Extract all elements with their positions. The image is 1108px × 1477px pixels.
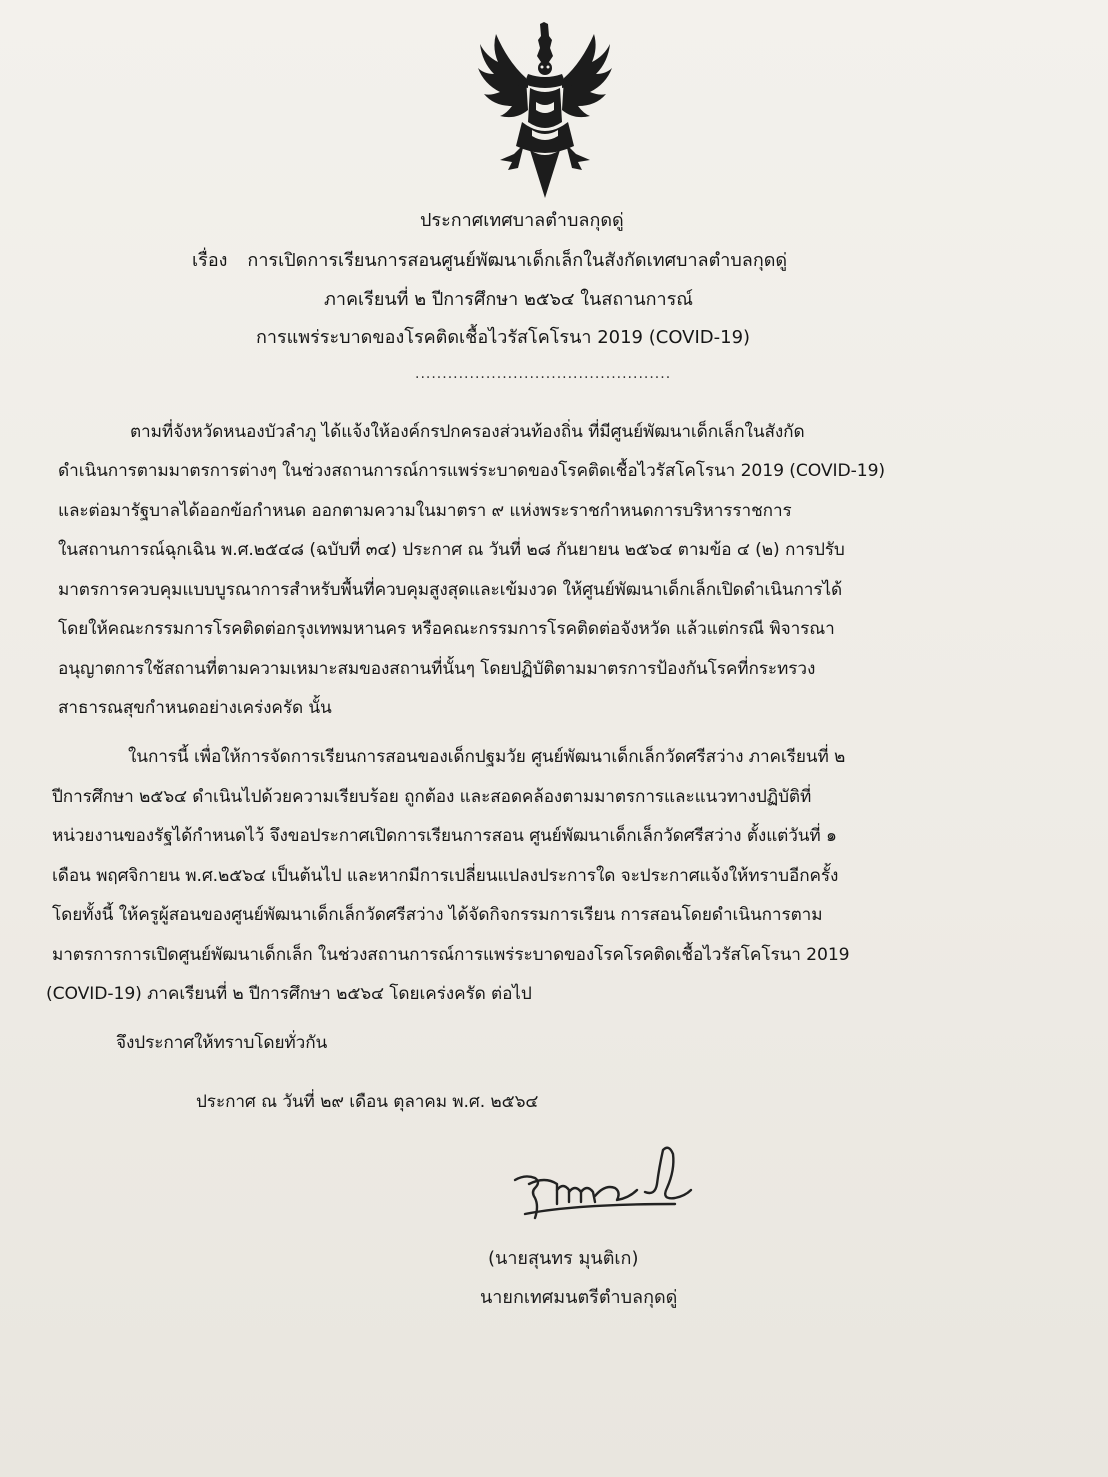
paragraph-1-line: สาธารณสุขกำหนดอย่างเคร่งครัด นั้น <box>58 698 332 718</box>
signatory-name: (นายสุนทร มุนติเก) <box>488 1248 639 1269</box>
paragraph-2-line: ในการนี้ เพื่อให้การจัดการเรียนการสอนของเด็กปฐมวัย ศูนย์พัฒนาเด็กเล็กวัดศรีสว่าง ภาคเรียนที่ ๒ <box>128 747 846 767</box>
paragraph-1-line: อนุญาตการใช้สถานที่ตามความเหมาะสมของสถานที่นั้นๆ โดยปฏิบัติตามมาตรการป้องกันโรคที่กระทรวง <box>58 659 816 679</box>
paragraph-1-line: ตามที่จังหวัดหนองบัวลำภู ได้แจ้งให้องค์กรปกครองส่วนท้องถิ่น ที่มีศูนย์พัฒนาเด็กเล็กในสังกัด <box>130 422 805 442</box>
subject-text-1: การเปิดการเรียนการสอนศูนย์พัฒนาเด็กเล็กในสังกัดเทศบาลตำบลกุดดู่ <box>247 250 788 271</box>
handwritten-signature <box>505 1140 695 1230</box>
subject-line-2: ภาคเรียนที่ ๒ ปีการศึกษา ๒๕๖๔ ในสถานการณ์ <box>324 289 693 310</box>
subject-line-3: การแพร่ระบาดของโรคติดเชื้อไวรัสโคโรนา 2019 (COVID-19) <box>256 327 751 348</box>
announcement-title: ประกาศเทศบาลตำบลกุดดู่ <box>420 210 624 231</box>
garuda-emblem-icon <box>478 22 612 198</box>
closing-text: จึงประกาศให้ทราบโดยทั่วกัน <box>116 1033 328 1053</box>
paragraph-1-line: โดยให้คณะกรรมการโรคติดต่อกรุงเทพมหานคร หรือคณะกรรมการโรคติดต่อจังหวัด แล้วแต่กรณี พิจารณา <box>58 619 835 639</box>
signatory-title: นายกเทศมนตรีตำบลกุดดู่ <box>480 1287 678 1308</box>
subject-label: เรื่อง <box>192 250 228 271</box>
paragraph-2-line: โดยทั้งนี้ ให้ครูผู้สอนของศูนย์พัฒนาเด็กเล็กวัดศรีสว่าง ได้จัดกิจกรรมการเรียน การสอนโดยดำเนินการตาม <box>52 905 823 925</box>
header-separator: ............................................... <box>415 366 672 382</box>
paragraph-1-line: มาตรการควบคุมแบบบูรณาการสำหรับพื้นที่ควบคุมสูงสุดและเข้มงวด ให้ศูนย์พัฒนาเด็กเล็กเปิดดำเนินการได้ <box>58 580 843 600</box>
paragraph-1-line: ในสถานการณ์ฉุกเฉิน พ.ศ.๒๕๔๘ (ฉบับที่ ๓๔) ประกาศ ณ วันที่ ๒๘ กันยายน ๒๕๖๔ ตามข้อ ๔ (๒) การปรับ <box>58 540 845 560</box>
paragraph-2-line: (COVID-19) ภาคเรียนที่ ๒ ปีการศึกษา ๒๕๖๔ โดยเคร่งครัด ต่อไป <box>46 984 532 1004</box>
paragraph-2-line: เดือน พฤศจิกายน พ.ศ.๒๕๖๔ เป็นต้นไป และหากมีการเปลี่ยนแปลงประการใด จะประกาศแจ้งให้ทราบอีกครั้ง <box>52 866 839 886</box>
paragraph-1-line: และต่อมารัฐบาลได้ออกข้อกำหนด ออกตามความในมาตรา ๙ แห่งพระราชกำหนดการบริหารราชการ <box>58 501 792 521</box>
paragraph-2-line: ปีการศึกษา ๒๕๖๔ ดำเนินไปด้วยความเรียบร้อย ถูกต้อง และสอดคล้องตามมาตรการและแนวทางปฏิบัติที่ <box>52 787 812 807</box>
paragraph-1-line: ดำเนินการตามมาตรการต่างๆ ในช่วงสถานการณ์การแพร่ระบาดของโรคติดเชื้อไวรัสโคโรนา 2019 (COVID-19) <box>58 461 886 481</box>
subject-line-1 <box>192 245 787 274</box>
paragraph-2-line: มาตรการการเปิดศูนย์พัฒนาเด็กเล็ก ในช่วงสถานการณ์การแพร่ระบาดของโรคโรคติดเชื้อไวรัสโคโรนา 2019 <box>52 945 850 965</box>
date-line: ประกาศ ณ วันที่ ๒๙ เดือน ตุลาคม พ.ศ. ๒๕๖๔ <box>196 1092 539 1112</box>
paragraph-2-line: หน่วยงานของรัฐได้กำหนดไว้ จึงขอประกาศเปิดการเรียนการสอน ศูนย์พัฒนาเด็กเล็กวัดศรีสว่าง ตั้งแต่วันที่ ๑ <box>52 826 837 846</box>
